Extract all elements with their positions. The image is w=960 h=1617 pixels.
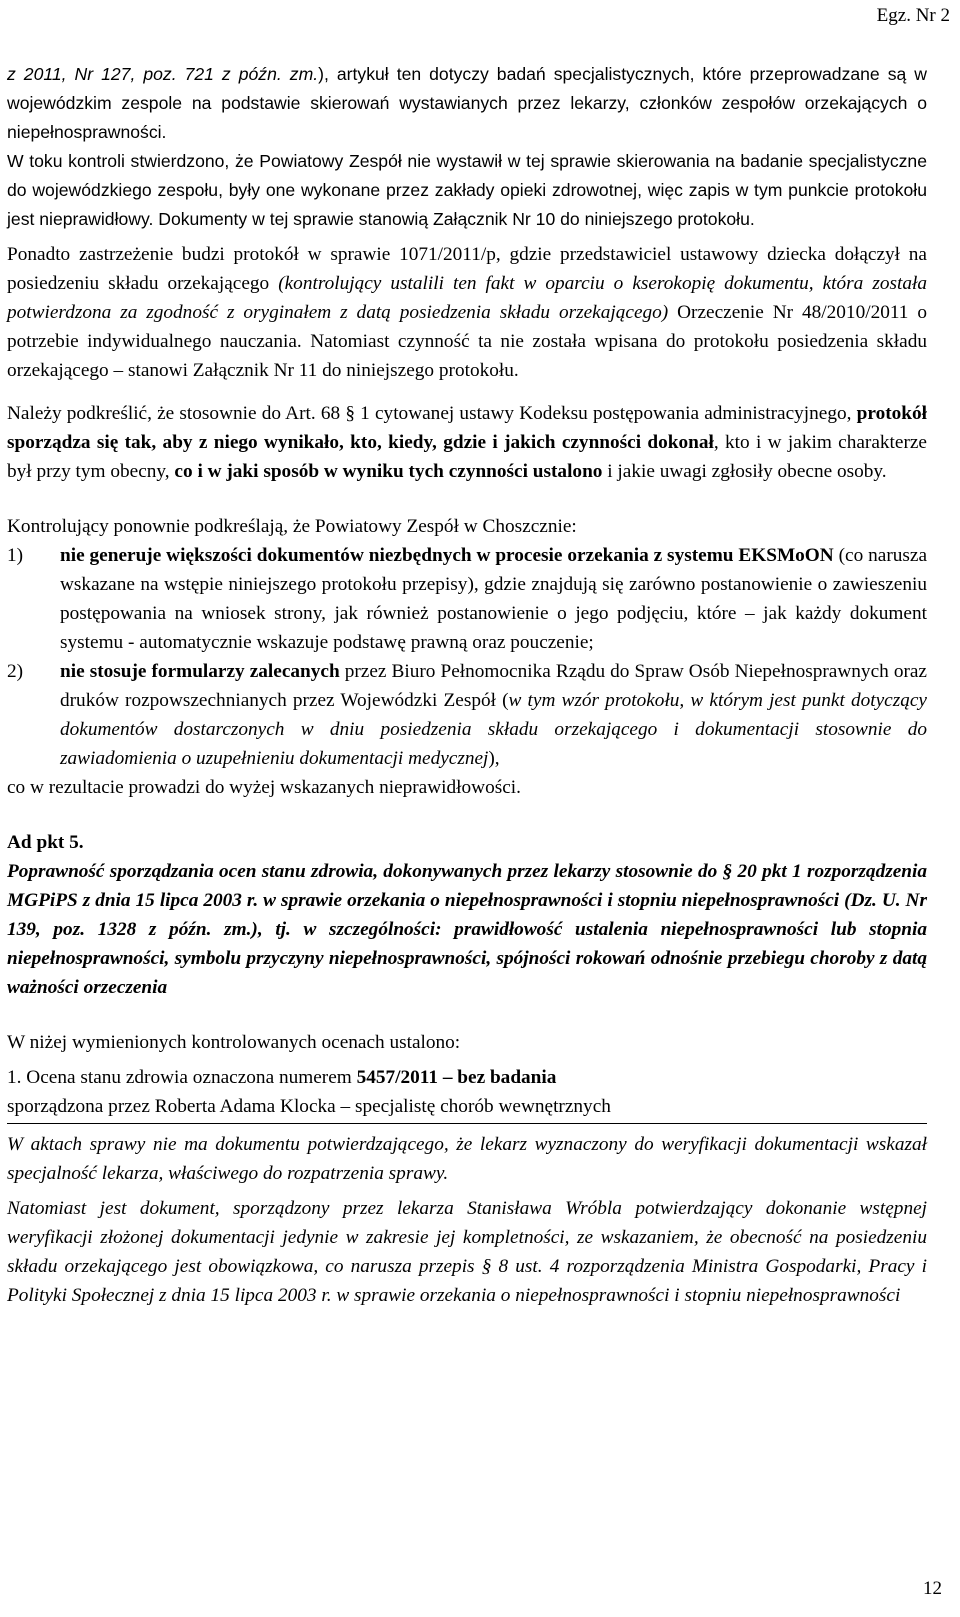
paragraph-kpa-article: Należy podkreślić, że stosownie do Art. 68 § 1 cytowanej ustawy Kodeksu postępowania administracyjnego, protokół sporządza się tak, aby z niego wynikało, kto, kiedy, gdzie i jakich czynności dokonał, kto i w jakim charakterze był przy tym obecny, co i w jaki sposób w wyniku tych czynności ustalono i jakie uwagi zgłosiły obecne osoby.	[7, 403, 927, 482]
legal-citation: z 2011, Nr 127, poz. 721 z późn. zm.	[7, 64, 319, 84]
paragraph-verification-document: Natomiast jest dokument, sporządzony przez lekarza Stanisława Wróbla potwierdzający dokonanie wstępnej weryfikacji złożonej dokumentacji jedynie w zakresie jej kompletności, ze wskazaniem, że obecność na posiedzeniu składu orzekającego jest obowiązkowa, co narusza przepis § 8 ust. 4 rozporządzenia Ministra Gospodarki, Pracy i Polityki Społecznej z dnia 15 lipca 2003 r. w sprawie orzekania o niepełnosprawności i stopniu niepełnosprawności	[7, 1198, 927, 1306]
list-item-1: 1) nie generuje większości dokumentów niezbędnych w procesie orzekania z systemu EKSMoON (co narusza wskazane na wstępie niniejszego protokołu przepisy), gdzie znajdują się zarówno postanowienie o zawieszeniu postępowania na wniosek strony, jak również postanowienie o jego podjęciu, które – jak każdy dokument systemu - automatycznie wskazuje podstawę prawną oraz pouczenie;	[7, 545, 928, 653]
assessment-author: sporządzona przez Roberta Adama Klocka – specjalistę chorób wewnętrznych	[7, 1092, 927, 1124]
copy-number-header: Egz. Nr 2	[876, 5, 950, 26]
document-body	[7, 60, 927, 1310]
assessment-title: 1. Ocena stanu zdrowia oznaczona numerem 5457/2011 – bez badania	[7, 1067, 557, 1088]
paragraph-inspectors-emphasis: Kontrolujący ponownie podkreślają, że Powiatowy Zespół w Choszcznie:	[7, 516, 577, 537]
list-item-2: 2) nie stosuje formularzy zalecanych przez Biuro Pełnomocnika Rządu do Spraw Osób Niepełnosprawnych oraz druków rozpowszechnianych przez Wojewódzki Zespół (w tym wzór protokołu, w którym jest punkt dotyczący dokumentów dostarczonych w dniu posiedzenia składu orzekającego i dokumentacji stosownie do zawiadomienia o uzupełnieniu dokumentacji medycznej),	[7, 661, 927, 769]
paragraph-conclusion: co w rezultacie prowadzi do wyżej wskazanych nieprawidłowości.	[7, 777, 521, 798]
paragraph-inspection-finding: W toku kontroli stwierdzono, że Powiatowy Zespół nie wystawił w tej sprawie skierowania na badanie specjalistyczne do wojewódzkiego zespołu, były one wykonane przez zakłady opieki zdrowotnej, więc zapis w tym punkcie protokołu jest nieprawidłowy. Dokumenty w tej sprawie stanowią Załącznik Nr 10 do niniejszego protokołu.	[7, 151, 927, 229]
paragraph-protocol-reservation: Ponadto zastrzeżenie budzi protokół w sprawie 1071/2011/p, gdzie przedstawiciel ustawowy dziecka dołączył na posiedzeniu składu orzekającego (kontrolujący ustalili ten fakt w oparciu o kserokopię dokumentu, która została potwierdzona za zgodność z oryginałem z datą posiedzenia składu orzekającego) Orzeczenie Nr 48/2010/2011 o potrzebie indywidualnego nauczania. Natomiast czynność ta nie została wpisana do protokołu posiedzenia składu orzekającego – stanowi Załącznik Nr 11 do niniejszego protokołu.	[7, 244, 927, 381]
section-subject: Poprawność sporządzania ocen stanu zdrowia, dokonywanych przez lekarzy stosownie do § 20 pkt 1 rozporządzenia MGPiPS z dnia 15 lipca 2003 r. w sprawie orzekania o niepełnosprawności i stopniu niepełnosprawności (Dz. U. Nr 139, poz. 1328 z późn. zm.), tj. w szczególności: prawidłowość ustalenia niepełnosprawności lub stopnia niepełnosprawności, symbolu przyczyny niepełnosprawności, spójności rokowań odnośnie przebiegu choroby z datą ważności orzeczenia	[7, 861, 927, 998]
section-heading: Ad pkt 5.	[7, 832, 84, 853]
paragraph-article-scope: z 2011, Nr 127, poz. 721 z późn. zm.), artykuł ten dotyczy badań specjalistycznych, które przeprowadzane są w wojewódzkim zespole na podstawie skierowań wystawianych przez lekarzy, członków zespołów orzekających o niepełnosprawności.	[7, 64, 928, 142]
page-number: 12	[923, 1578, 942, 1599]
paragraph-missing-document: W aktach sprawy nie ma dokumentu potwierdzającego, że lekarz wyznaczony do weryfikacji dokumentacji wskazał specjalność lekarza, właściwego do rozpatrzenia sprawy.	[7, 1134, 927, 1184]
paragraph-findings-intro: W niżej wymienionych kontrolowanych ocenach ustalono:	[7, 1032, 461, 1053]
